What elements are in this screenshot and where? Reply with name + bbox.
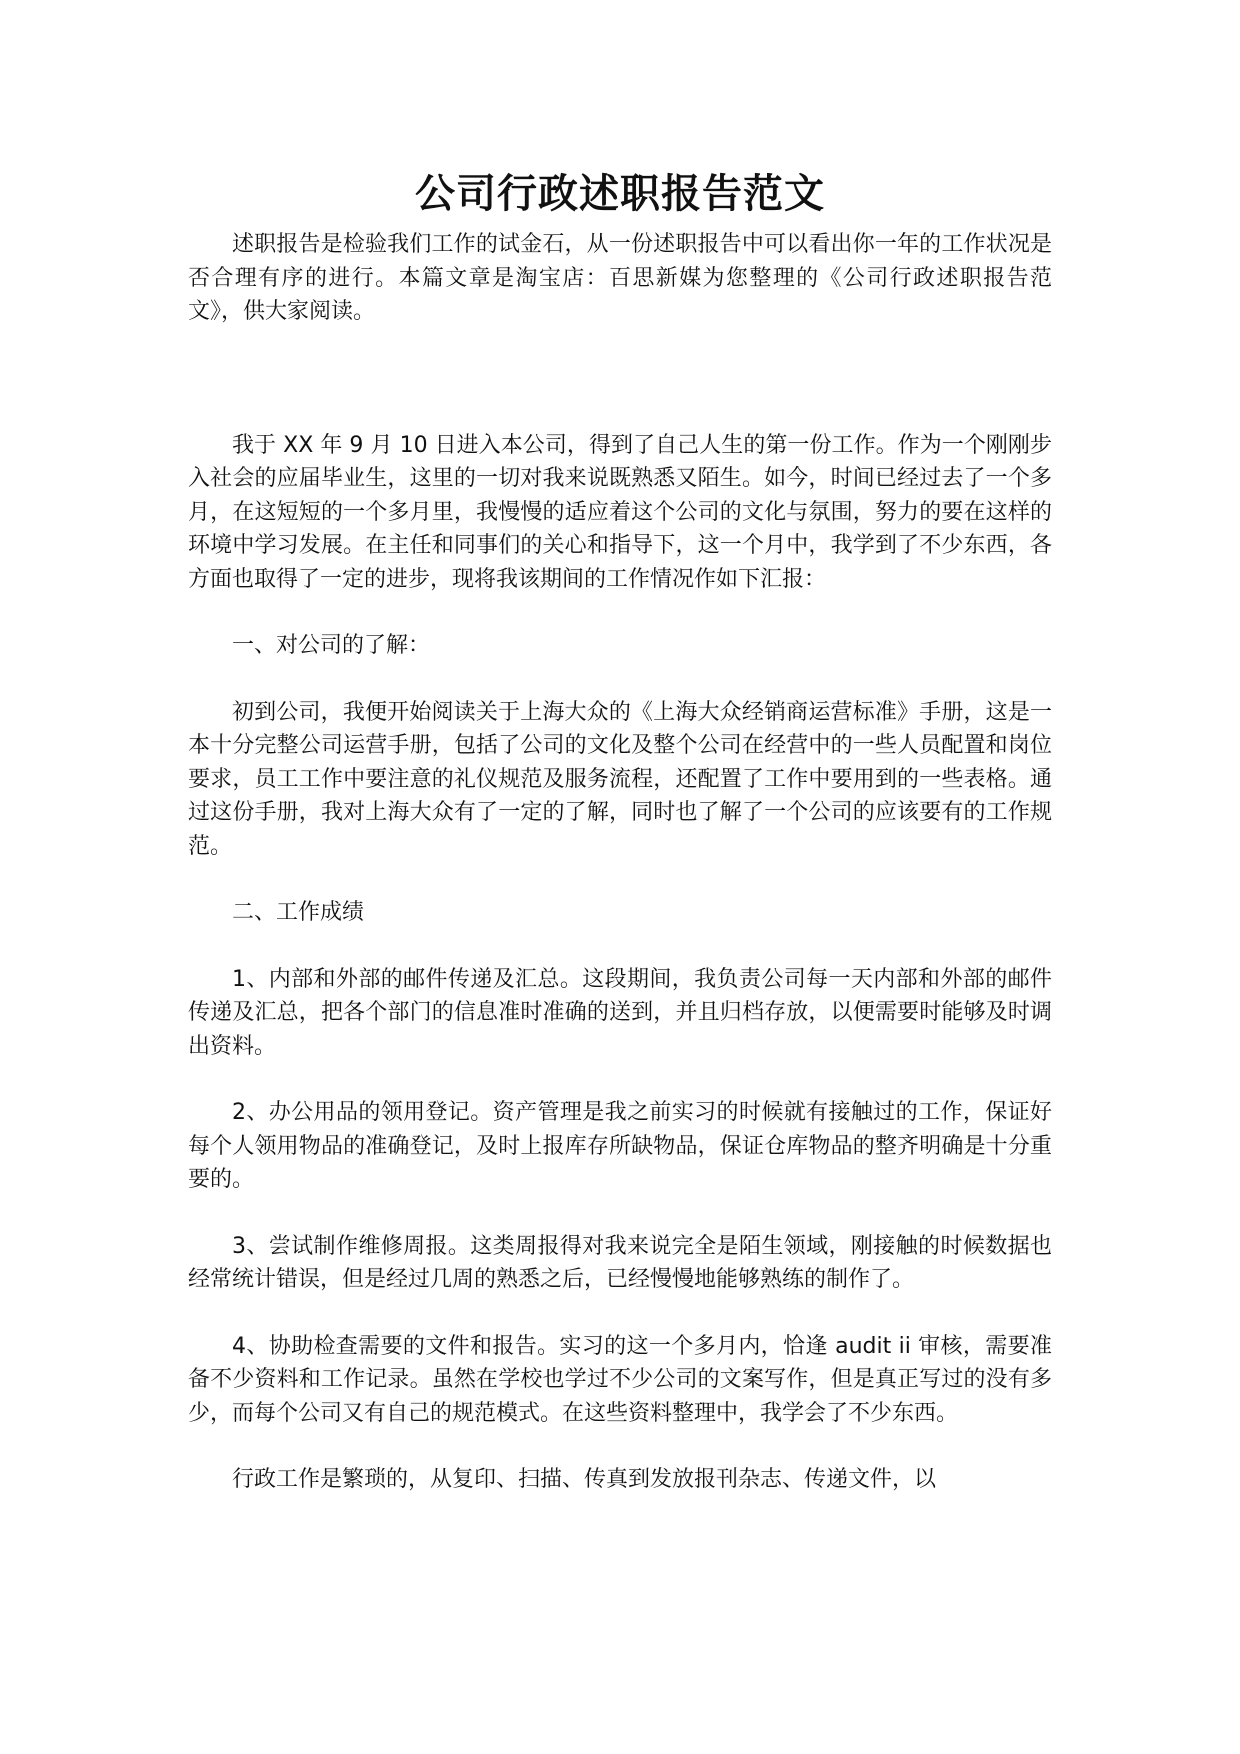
paragraph-entry: 我于 XX 年 9 月 10 日进入本公司，得到了自己人生的第一份工作。作为一个刚刚步入社会的应届毕业生，这里的一切对我来说既熟悉又陌生。如今，时间已经过去了一个多月，在这短短的一个多月里，我慢慢的适应着这个公司的文化与氛围，努力的要在这样的环境中学习发展。在主任和同事们的关心和指导下，这一个月中，我学到了不少东西，各方面也取得了一定的进步，现将我该期间的工作情况作如下汇报： <box>188 432 1052 592</box>
paragraph-item-2: 2、办公用品的领用登记。资产管理是我之前实习的时候就有接触过的工作，保证好每个人领用物品的准确登记，及时上报库存所缺物品，保证仓库物品的整齐明确是十分重要的。 <box>188 1100 1052 1192</box>
spacer <box>188 863 1052 896</box>
document-title: 公司行政述职报告范文 <box>415 171 825 217</box>
section-heading-understanding: 一、对公司的了解： <box>232 633 431 658</box>
paragraph-item-4: 4、协助检查需要的文件和报告。实习的这一个多月内，恰逢 audit ii 审核，需要准备不少资料和工作记录。虽然在学校也学过不少公司的文案写作，但是真正写过的没有多少，而每个公司又有自己的规范模式。在这些资料整理中，我学会了不少东西。 <box>188 1333 1052 1426</box>
spacer <box>188 930 1052 963</box>
spacer <box>188 329 1052 429</box>
paragraph-item-1: 1、内部和外部的邮件传递及汇总。这段期间，我负责公司每一天内部和外部的邮件传递及汇总，把各个部门的信息准时准确的送到，并且归档存放，以便需要时能够及时调出资料。 <box>188 966 1052 1059</box>
paragraph-manual: 初到公司，我便开始阅读关于上海大众的《上海大众经销商运营标准》手册，这是一本十分完整公司运营手册，包括了公司的文化及整个公司在经营中的一些人员配置和岗位要求，员工工作中要注意的礼仪规范及服务流程，还配置了工作中要用到的一些表格。通过这份手册，我对上海大众有了一定的了解，同时也了解了一个公司的应该要有的工作规范。 <box>188 699 1052 859</box>
spacer <box>188 1197 1052 1230</box>
spacer <box>188 596 1052 629</box>
paragraph-item-3: 3、尝试制作维修周报。这类周报得对我来说完全是陌生领域，刚接触的时候数据也经常统计错误，但是经过几周的熟悉之后，已经慢慢地能够熟练的制作了。 <box>188 1233 1052 1292</box>
intro-paragraph: 述职报告是检验我们工作的试金石，从一份述职报告中可以看出你一年的工作状况是否合理有序的进行。本篇文章是淘宝店：百思新媒为您整理的《公司行政述职报告范文》，供大家阅读。 <box>188 232 1052 324</box>
document-body <box>188 168 1052 1497</box>
spacer <box>188 1297 1052 1330</box>
spacer <box>188 1063 1052 1096</box>
section-heading-achievements: 二、工作成绩 <box>232 900 365 925</box>
paragraph-admin-work: 行政工作是繁琐的，从复印、扫描、传真到发放报刊杂志、传递文件，以 <box>232 1467 937 1492</box>
spacer <box>188 663 1052 696</box>
spacer <box>188 1430 1052 1463</box>
